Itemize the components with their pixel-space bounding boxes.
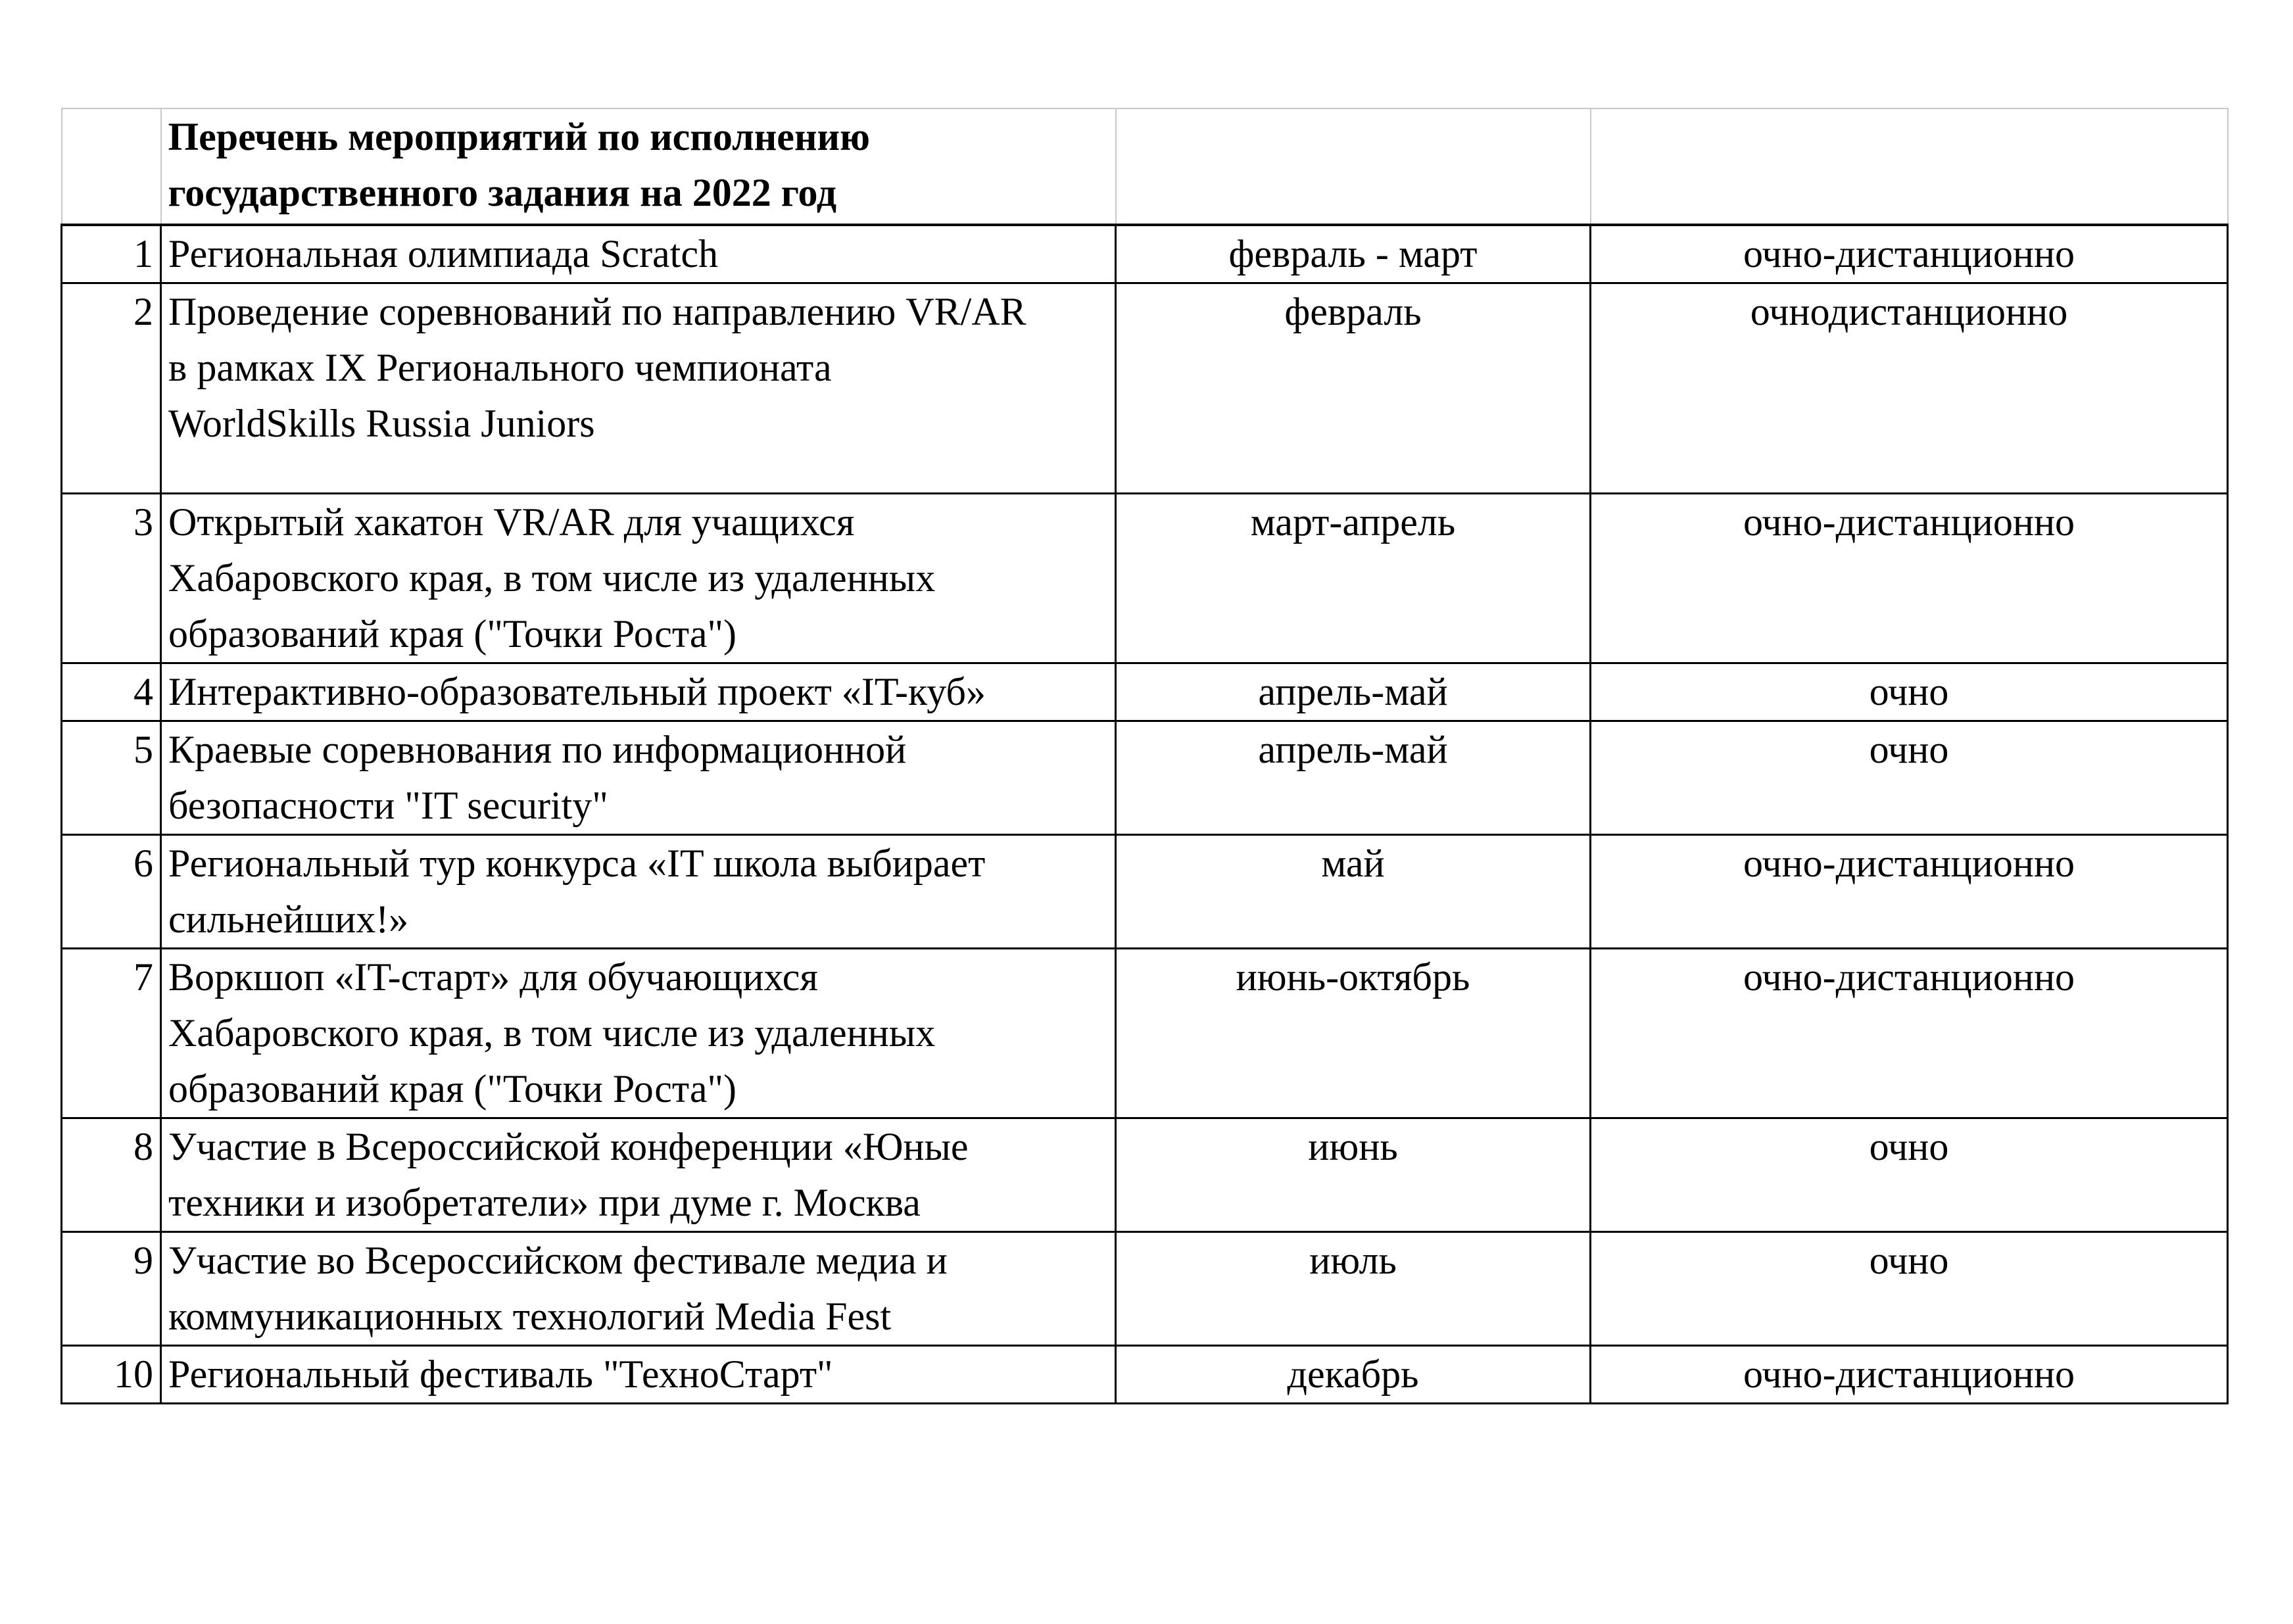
event-date: апрель-май [1116, 663, 1591, 721]
event-name-line: Участие во Всероссийском фестивале медиа и [168, 1239, 948, 1282]
event-name-line: в рамках IX Регионального чемпионата [168, 346, 832, 389]
event-name-line: Региональный тур конкурса «IT школа выбирает [168, 842, 986, 885]
row-number: 7 [62, 949, 161, 1118]
header-form-cell [1591, 108, 2228, 225]
event-name-line: Региональный фестиваль "ТехноСтарт" [168, 1352, 833, 1396]
table-title: Перечень мероприятий по исполнению государственного задания на 2022 год [161, 108, 1116, 225]
table-row [62, 663, 2228, 721]
row-number: 8 [62, 1118, 161, 1232]
event-format: очно-дистанционно [1591, 225, 2228, 283]
table-row [62, 721, 2228, 835]
event-date: июль [1116, 1232, 1591, 1346]
event-name-line: Региональная олимпиада Scratch [168, 232, 718, 275]
event-name-line: техники и изобретатели» при думе г. Москва [168, 1181, 921, 1224]
event-format: очно-дистанционно [1591, 949, 2228, 1118]
event-format: очно-дистанционно [1591, 1346, 2228, 1404]
event-date: май [1116, 835, 1591, 949]
event-name-line: Проведение соревнований по направлению VR/AR [168, 290, 1026, 333]
event-name [161, 949, 1116, 1118]
row-number: 5 [62, 721, 161, 835]
row-number: 4 [62, 663, 161, 721]
event-date: март-апрель [1116, 494, 1591, 663]
event-name [161, 225, 1116, 283]
row-number: 2 [62, 283, 161, 494]
table-header-row [62, 108, 2228, 225]
event-name-line: Открытый хакатон VR/AR для учащихся [168, 500, 855, 544]
table-row [62, 949, 2228, 1118]
event-name [161, 721, 1116, 835]
table-row [62, 494, 2228, 663]
event-name [161, 1232, 1116, 1346]
event-date: июнь-октябрь [1116, 949, 1591, 1118]
event-format: очно-дистанционно [1591, 494, 2228, 663]
event-format: очно [1591, 663, 2228, 721]
event-format: очно-дистанционно [1591, 835, 2228, 949]
event-name-line: коммуникационных технологий Media Fest [168, 1295, 892, 1338]
event-name [161, 494, 1116, 663]
event-name-line: Интерактивно-образовательный проект «IT-куб» [168, 670, 986, 713]
table-row [62, 1232, 2228, 1346]
event-format: очно [1591, 1232, 2228, 1346]
event-name-line: Воркшоп «IT-старт» для обучающихся [168, 955, 818, 999]
event-name-line: образований края ("Точки Роста") [168, 1067, 736, 1111]
events-table [60, 108, 2229, 1404]
table-row [62, 1346, 2228, 1404]
event-name [161, 1346, 1116, 1404]
event-name-line: Хабаровского края, в том числе из удаленных [168, 556, 936, 600]
event-date: февраль - март [1116, 225, 1591, 283]
event-format: очно [1591, 721, 2228, 835]
event-format: очно [1591, 1118, 2228, 1232]
event-name [161, 1118, 1116, 1232]
event-name-line: Краевые соревнования по информационной [168, 728, 907, 771]
table-row [62, 1118, 2228, 1232]
event-date: декабрь [1116, 1346, 1591, 1404]
event-name [161, 283, 1116, 494]
table-row [62, 835, 2228, 949]
header-date-cell [1116, 108, 1591, 225]
table-row [62, 225, 2228, 283]
header-num-cell [62, 108, 161, 225]
event-name-line: сильнейших!» [168, 897, 409, 941]
event-date: июнь [1116, 1118, 1591, 1232]
row-number: 10 [62, 1346, 161, 1404]
event-name-line: Участие в Всероссийской конференции «Юные [168, 1125, 969, 1168]
event-date: апрель-май [1116, 721, 1591, 835]
row-number: 1 [62, 225, 161, 283]
event-name-line: безопасности "IT security" [168, 784, 608, 827]
event-name [161, 663, 1116, 721]
event-name-line: Хабаровского края, в том числе из удаленных [168, 1011, 936, 1055]
table-row [62, 283, 2228, 494]
event-name-line: WorldSkills Russia Juniors [168, 402, 595, 445]
event-date: февраль [1116, 283, 1591, 494]
row-number: 3 [62, 494, 161, 663]
row-number: 9 [62, 1232, 161, 1346]
event-name-line: образований края ("Точки Роста") [168, 612, 736, 656]
row-number: 6 [62, 835, 161, 949]
event-format: очнодистанционно [1591, 283, 2228, 494]
event-name [161, 835, 1116, 949]
